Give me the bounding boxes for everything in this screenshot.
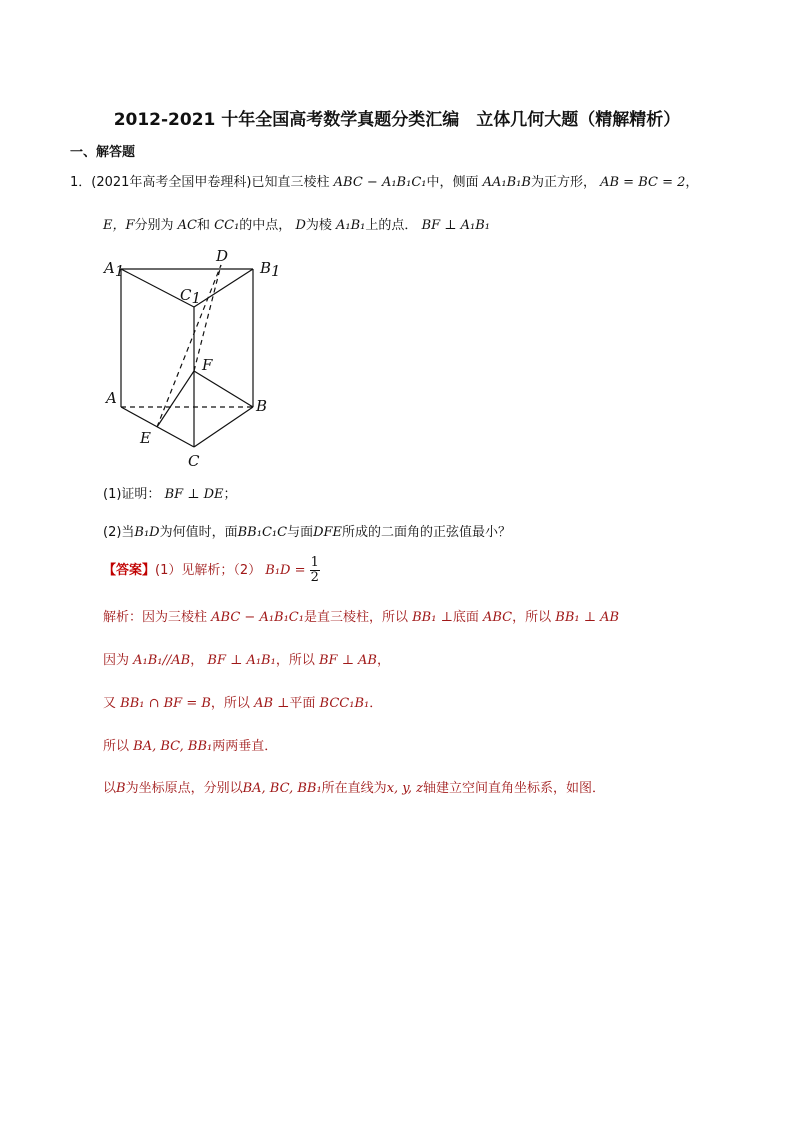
segment-fb (194, 371, 253, 407)
edge-bc (194, 407, 253, 447)
fraction-denominator: 2 (310, 570, 319, 585)
math: D (295, 218, 306, 233)
label-a1: A1 (104, 259, 125, 280)
math: A₁B₁ (336, 218, 366, 233)
math: AB = BC = 2 (600, 175, 686, 190)
text: 和 (197, 218, 211, 233)
text: 为正方形， (530, 175, 596, 190)
fraction (310, 556, 320, 585)
label-a: A (106, 389, 117, 407)
math: BF ⊥ A₁B₁ (207, 653, 276, 668)
problem-line-2 (103, 214, 490, 233)
text: 底面 (452, 610, 479, 625)
text: 中，侧面 (426, 175, 479, 190)
text: ，所以 (210, 696, 250, 711)
analysis-line-5 (103, 777, 605, 796)
problem-line-1 (70, 171, 698, 190)
problem-number: 1． (70, 175, 92, 190)
math: E，F (103, 218, 135, 233)
text: 为棱 (305, 218, 332, 233)
text: 所以 (103, 739, 130, 754)
math: BF ⊥ DE (164, 487, 224, 502)
text: ． (369, 696, 383, 711)
text: ，所以 (512, 610, 552, 625)
label-e: E (140, 429, 151, 447)
text: 解析：因为三棱柱 (103, 610, 208, 625)
segment-ef (157, 371, 194, 427)
text: 又 (103, 696, 117, 711)
text: ， (190, 653, 204, 668)
text: 上的点． (365, 218, 418, 233)
label-d: D (216, 247, 229, 265)
text: 因为 (103, 653, 130, 668)
text: 两两垂直． (212, 739, 278, 754)
question-2 (103, 521, 511, 540)
text: 是直三棱柱，所以 (303, 610, 408, 625)
text: 的中点， (239, 218, 292, 233)
problem-source: (2021年高考全国甲卷理科) (91, 175, 252, 190)
text: 平面 (289, 696, 316, 711)
text: 所成的二面角的正弦值最小？ (342, 525, 512, 540)
text: (1)证明： (103, 487, 161, 502)
math: CC₁ (214, 218, 240, 233)
text: 所在直线为 (321, 781, 387, 796)
answer-tag: 【答案】 (103, 563, 156, 578)
section-heading: 一、解答题 (70, 145, 136, 160)
text: 已知直三棱柱 (251, 175, 330, 190)
answer-line (103, 556, 320, 585)
math: BB₁ ⊥ (412, 610, 453, 625)
text: 以 (103, 781, 117, 796)
math: AB ⊥ (254, 696, 290, 711)
fraction-numerator: 1 (310, 555, 319, 570)
math: ABC − A₁B₁C₁ (211, 610, 304, 625)
text: 与面 (287, 525, 314, 540)
edge-b1c1 (194, 269, 253, 307)
text: ； (223, 487, 237, 502)
text: ， (685, 175, 699, 190)
text: ，所以 (275, 653, 315, 668)
math: AA₁B₁B (482, 175, 531, 190)
label-c1: C1 (180, 286, 202, 307)
analysis-line-4 (103, 735, 277, 754)
text: (1）见解析；（2） (155, 563, 262, 578)
prism-figure (100, 245, 285, 473)
math: BF ⊥ AB (318, 653, 377, 668)
math: BA, BC, BB₁ (133, 739, 213, 754)
label-b: B (256, 397, 268, 415)
math: ABC − A₁B₁C₁ (333, 175, 427, 190)
math: BA, BC, BB₁ (242, 781, 322, 796)
math: DFE (313, 525, 343, 540)
page-title: 2012-2021 十年全国高考数学真题分类汇编 立体几何大题（精解精析） (113, 110, 681, 130)
analysis-line-1 (103, 606, 619, 625)
math: BB₁ ⊥ AB (555, 610, 620, 625)
math: A₁B₁//AB (133, 653, 191, 668)
math: x, y, z (386, 781, 424, 796)
math: BB₁C₁C (237, 525, 288, 540)
text: 轴建立空间直角坐标系，如图． (423, 781, 606, 796)
label-b1: B1 (260, 259, 281, 280)
analysis-line-2 (103, 649, 390, 668)
math: AC (177, 218, 198, 233)
label-c: C (188, 452, 200, 470)
math: ABC (482, 610, 513, 625)
text: 为坐标原点，分别以 (125, 781, 243, 796)
math: BCC₁B₁ (319, 696, 370, 711)
question-1 (103, 483, 237, 502)
text: (2)当 (103, 525, 135, 540)
math: B₁D = (265, 563, 306, 578)
text: ， (377, 653, 391, 668)
analysis-line-3 (103, 692, 382, 711)
math: B₁D (134, 525, 160, 540)
math: B (116, 781, 126, 796)
math: BF ⊥ A₁B₁ (421, 218, 490, 233)
label-f: F (202, 356, 213, 374)
text: 分别为 (134, 218, 174, 233)
text: 为何值时，面 (159, 525, 238, 540)
math: BB₁ ∩ BF = B (120, 696, 211, 711)
